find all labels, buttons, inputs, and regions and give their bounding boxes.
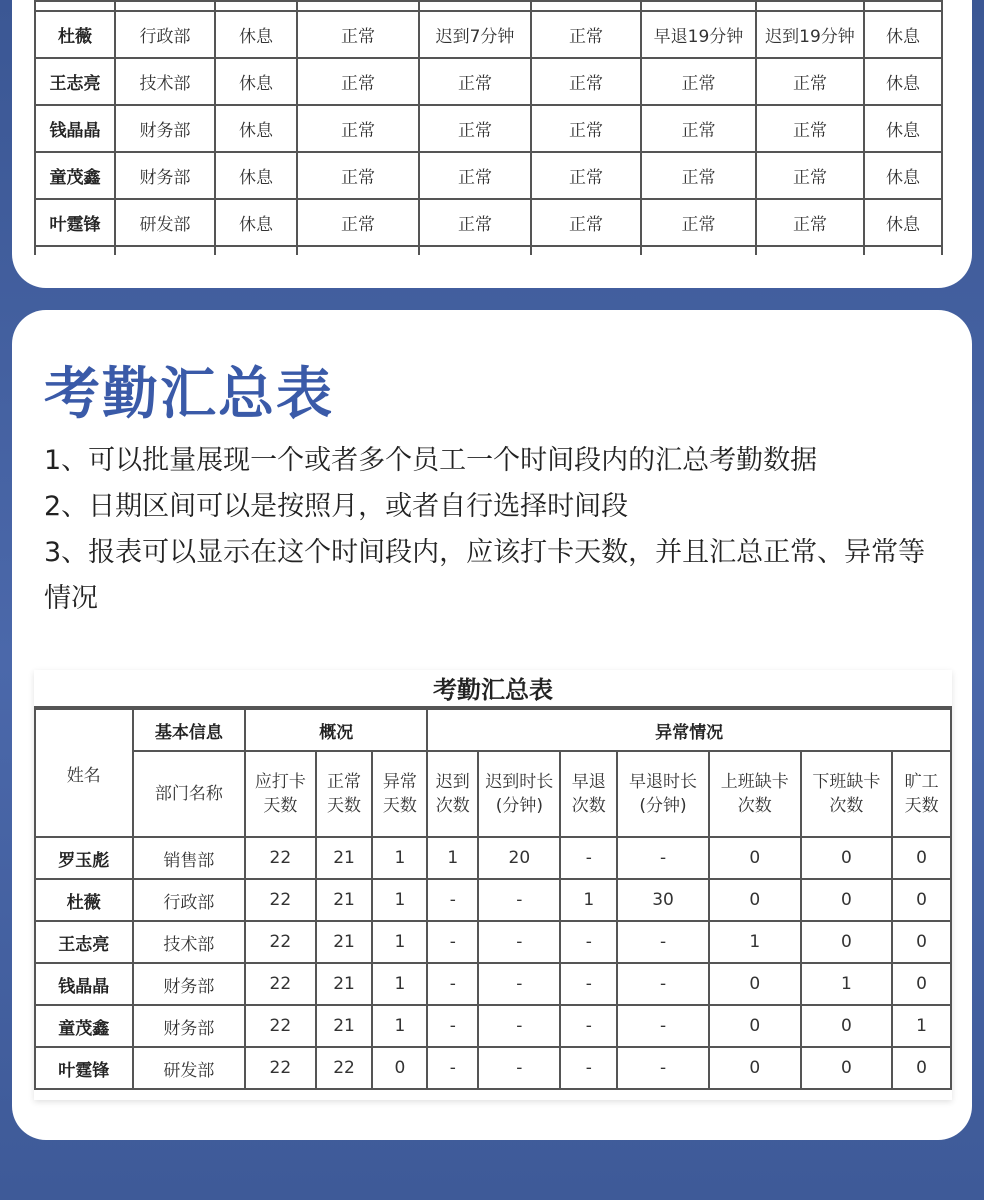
cell: 22 [245, 921, 315, 963]
cell: 0 [892, 963, 951, 1005]
employee-name: 杜薇 [35, 879, 133, 921]
cell: 0 [801, 1005, 893, 1047]
status-cell: 正常 [419, 152, 531, 199]
abnormal-header: 异常情况 [427, 709, 951, 751]
status-cell: 正常 [531, 105, 641, 152]
cell: 22 [245, 963, 315, 1005]
cell: - [617, 963, 709, 1005]
cell: 技术部 [133, 921, 246, 963]
cell: 1 [427, 837, 478, 879]
cell: 1 [372, 963, 427, 1005]
department: 行政部 [115, 11, 215, 58]
cell: 1 [801, 963, 893, 1005]
status-cell: 正常 [531, 11, 641, 58]
column-header: 迟到时长 (分钟) [478, 751, 560, 837]
column-header: 部门名称 [133, 751, 246, 837]
section-description [44, 438, 934, 622]
status-cell: 正常 [297, 152, 419, 199]
column-header: 上班缺卡 次数 [709, 751, 801, 837]
table-row-cut [35, 1, 942, 11]
status-cell: 早退19分钟 [641, 11, 756, 58]
cell: 1 [560, 879, 617, 921]
cell: 1 [709, 921, 801, 963]
table-row [35, 879, 951, 921]
cell: - [560, 837, 617, 879]
cell: 0 [892, 1047, 951, 1089]
table-row [35, 58, 942, 105]
cell: - [478, 879, 560, 921]
status-cell: 正常 [419, 199, 531, 246]
status-cell: 正常 [641, 105, 756, 152]
cell: 30 [617, 879, 709, 921]
cell: - [427, 1047, 478, 1089]
cell: 0 [892, 921, 951, 963]
cell: - [478, 921, 560, 963]
employee-name: 童茂鑫 [35, 152, 115, 199]
daily-attendance-table [34, 0, 943, 255]
basic-info-header: 基本信息 [133, 709, 246, 751]
cell: - [478, 1047, 560, 1089]
cell: 1 [372, 879, 427, 921]
cell: 0 [801, 837, 893, 879]
description-line: 2、日期区间可以是按照月，或者自行选择时间段 [44, 491, 629, 522]
cell: 22 [245, 1047, 315, 1089]
column-header: 早退 次数 [560, 751, 617, 837]
column-header-row [35, 751, 951, 837]
status-cell: 休息 [864, 11, 942, 58]
cell: - [617, 1005, 709, 1047]
cell: 0 [892, 879, 951, 921]
status-cell: 休息 [864, 105, 942, 152]
description-line: 1、可以批量展现一个或者多个员工一个时间段内的汇总考勤数据 [44, 445, 818, 476]
description-line: 3、报表可以显示在这个时间段内，应该打卡天数，并且汇总正常、异常等情况 [44, 537, 926, 614]
status-cell: 正常 [419, 58, 531, 105]
name-header: 姓名 [35, 709, 133, 837]
status-cell: 正常 [531, 152, 641, 199]
employee-name: 王志亮 [35, 58, 115, 105]
cell: - [617, 921, 709, 963]
cell: - [427, 921, 478, 963]
cell: 22 [316, 1047, 373, 1089]
employee-name: 王志亮 [35, 921, 133, 963]
cell: - [427, 963, 478, 1005]
status-cell: 正常 [756, 58, 864, 105]
employee-name: 叶霆锋 [35, 1047, 133, 1089]
cell: 0 [801, 1047, 893, 1089]
cell: 20 [478, 837, 560, 879]
cell: 0 [709, 963, 801, 1005]
column-header: 下班缺卡 次数 [801, 751, 893, 837]
summary-section-card [12, 310, 972, 1140]
group-header-row [35, 709, 951, 751]
status-cell: 休息 [215, 152, 297, 199]
table-row [35, 1047, 951, 1089]
summary-table-container [34, 670, 952, 1100]
cell: 0 [801, 879, 893, 921]
summary-table-title: 考勤汇总表 [34, 670, 952, 708]
cell: 22 [245, 879, 315, 921]
status-cell: 正常 [297, 199, 419, 246]
status-cell: 正常 [756, 105, 864, 152]
status-cell: 正常 [297, 58, 419, 105]
status-cell: 休息 [864, 58, 942, 105]
cell: - [560, 1005, 617, 1047]
employee-name: 叶霆锋 [35, 199, 115, 246]
table-row [35, 921, 951, 963]
cell: - [560, 921, 617, 963]
employee-name: 杜薇 [35, 11, 115, 58]
cell: 1 [892, 1005, 951, 1047]
status-cell: 休息 [215, 105, 297, 152]
status-cell: 迟到7分钟 [419, 11, 531, 58]
cell: 研发部 [133, 1047, 246, 1089]
table-row [35, 837, 951, 879]
status-cell: 休息 [864, 199, 942, 246]
status-cell: 休息 [215, 11, 297, 58]
status-cell: 迟到19分钟 [756, 11, 864, 58]
department: 财务部 [115, 152, 215, 199]
table-row [35, 199, 942, 246]
column-header: 正常 天数 [316, 751, 373, 837]
department: 财务部 [115, 105, 215, 152]
cell: 21 [316, 1005, 373, 1047]
status-cell: 正常 [641, 58, 756, 105]
status-cell: 正常 [297, 11, 419, 58]
cell: 22 [245, 837, 315, 879]
section-title: 考勤汇总表 [44, 362, 334, 427]
cell: 21 [316, 879, 373, 921]
cell: - [478, 963, 560, 1005]
table-row-cut [35, 246, 942, 255]
cell: 0 [709, 1005, 801, 1047]
cell: 销售部 [133, 837, 246, 879]
cell: 0 [709, 879, 801, 921]
department: 研发部 [115, 199, 215, 246]
status-cell: 休息 [215, 199, 297, 246]
summary-table [34, 708, 952, 1090]
cell: - [427, 879, 478, 921]
status-cell: 休息 [215, 58, 297, 105]
cell: 1 [372, 837, 427, 879]
cell: 22 [245, 1005, 315, 1047]
cell: 0 [709, 1047, 801, 1089]
cell: 0 [372, 1047, 427, 1089]
cell: - [560, 1047, 617, 1089]
status-cell: 正常 [756, 199, 864, 246]
column-header: 迟到 次数 [427, 751, 478, 837]
cell: 0 [892, 837, 951, 879]
status-cell: 正常 [531, 199, 641, 246]
cell: 1 [372, 1005, 427, 1047]
table-row [35, 105, 942, 152]
status-cell: 休息 [864, 152, 942, 199]
employee-name: 童茂鑫 [35, 1005, 133, 1047]
overview-header: 概况 [245, 709, 427, 751]
column-header: 早退时长 (分钟) [617, 751, 709, 837]
cell: - [478, 1005, 560, 1047]
daily-attendance-card [12, 0, 972, 288]
cell: - [560, 963, 617, 1005]
cell: 财务部 [133, 963, 246, 1005]
table-row [35, 963, 951, 1005]
status-cell: 正常 [756, 152, 864, 199]
table-row [35, 1005, 951, 1047]
column-header: 旷工 天数 [892, 751, 951, 837]
cell: 0 [801, 921, 893, 963]
column-header: 异常 天数 [372, 751, 427, 837]
table-row [35, 11, 942, 58]
employee-name: 钱晶晶 [35, 963, 133, 1005]
cell: - [617, 837, 709, 879]
status-cell: 正常 [419, 105, 531, 152]
cell: 财务部 [133, 1005, 246, 1047]
department: 技术部 [115, 58, 215, 105]
cell: 0 [709, 837, 801, 879]
cell: 21 [316, 921, 373, 963]
cell: 行政部 [133, 879, 246, 921]
cell: - [617, 1047, 709, 1089]
status-cell: 正常 [297, 105, 419, 152]
cell: - [427, 1005, 478, 1047]
column-header: 应打卡 天数 [245, 751, 315, 837]
status-cell: 正常 [641, 199, 756, 246]
status-cell: 正常 [641, 152, 756, 199]
cell: 21 [316, 963, 373, 1005]
cell: 1 [372, 921, 427, 963]
status-cell: 正常 [531, 58, 641, 105]
employee-name: 钱晶晶 [35, 105, 115, 152]
employee-name: 罗玉彪 [35, 837, 133, 879]
cell: 21 [316, 837, 373, 879]
table-row [35, 152, 942, 199]
